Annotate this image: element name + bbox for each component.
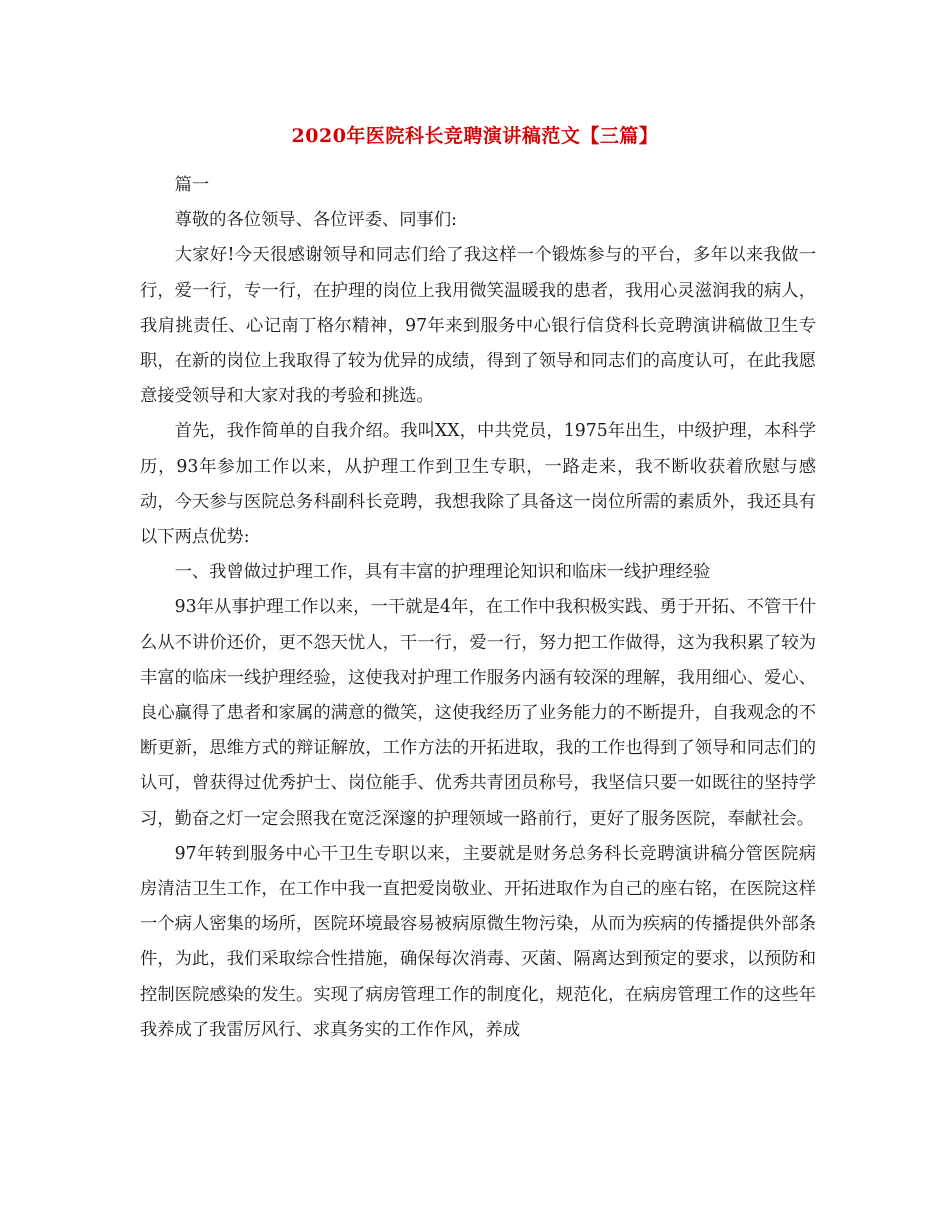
salutation: 尊敬的各位领导、各位评委、同事们: [174, 210, 457, 231]
document-body [140, 168, 816, 1048]
body-paragraph: 首先，我作简单的自我介绍。我叫XX，中共党员，1975年出生，中级护理，本科学历，93年参加工作以来，从护理工作到卫生专职，一路走来，我不断收获着欣慰与感动，今天参与医院总务科副科长竞聘，我想我除了具备这一岗位所需的素质外，我还具有以下两点优势: [140, 421, 816, 548]
body-paragraph: 大家好!今天很感谢领导和同志们给了我这样一个锻炼参与的平台，多年以来我做一行，爱一行，专一行，在护理的岗位上我用微笑温暖我的患者，我用心灵滋润我的病人，我肩挑责任、心记南丁格尔精神，97年来到服务中心银行信贷科长竞聘演讲稿做卫生专职，在新的岗位上我取得了较为优异的成绩，得到了领导和同志们的高度认可，在此我愿意接受领导和大家对我的考验和挑选。 [140, 245, 816, 407]
body-subheading: 一、我曾做过护理工作，具有丰富的护理理论知识和临床一线护理经验 [174, 562, 711, 583]
section-heading: 篇一 [174, 175, 210, 195]
document-title: 2020年医院科长竞聘演讲稿范文【三篇】 [291, 125, 659, 147]
body-paragraph: 93年从事护理工作以来，一干就是4年，在工作中我积极实践、勇于开拓、不管干什么从不讲价还价，更不怨天忧人，干一行，爱一行，努力把工作做得，这为我积累了较为丰富的临床一线护理经验，这使我对护理工作服务内涵有较深的理解，我用细心、爱心、良心赢得了患者和家属的满意的微笑，这使我经历了业务能力的不断提升，自我观念的不断更新，思维方式的辩证解放，工作方法的开拓进取，我的工作也得到了领导和同志们的认可，曾获得过优秀护士、岗位能手、优秀共青团员称号，我坚信只要一如既往的坚持学习，勤奋之灯一定会照我在宽泛深邃的护理领域一路前行，更好了服务医院，奉献社会。 [140, 597, 816, 829]
body-paragraph: 97年转到服务中心干卫生专职以来，主要就是财务总务科长竞聘演讲稿分管医院病房清洁卫生工作，在工作中我一直把爱岗敬业、开拓进取作为自己的座右铭，在医院这样一个病人密集的场所，医院环境最容易被病原微生物污染，从而为疾病的传播提供外部条件，为此，我们采取综合性措施，确保每次消毒、灭菌、隔离达到预定的要求，以预防和控制医院感染的发生。实现了病房管理工作的制度化，规范化，在病房管理工作的这些年我养成了我雷厉风行、求真务实的工作作风，养成 [140, 843, 816, 1040]
